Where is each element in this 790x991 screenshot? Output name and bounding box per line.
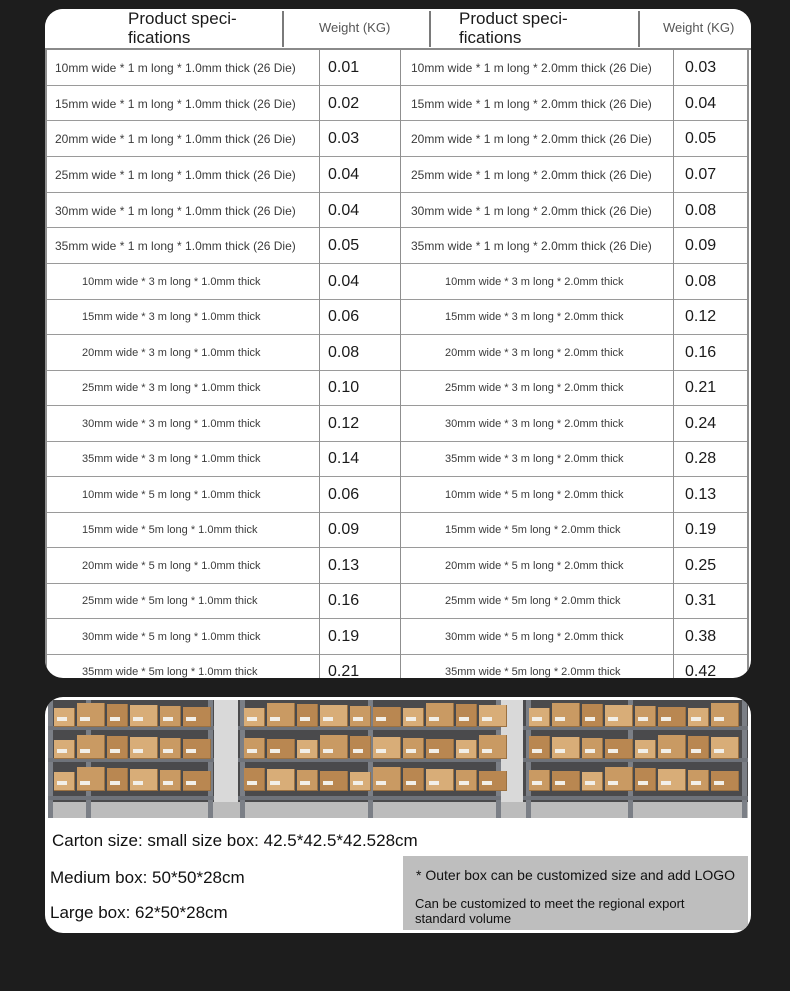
carton-box <box>244 708 265 727</box>
table-row <box>45 513 751 549</box>
box-label <box>482 717 492 721</box>
carton-box <box>529 736 550 759</box>
carton-box <box>658 735 686 759</box>
weight-left: 0.14 <box>328 450 360 468</box>
box-label <box>691 717 701 721</box>
box-label <box>459 781 469 785</box>
box-label <box>110 717 120 721</box>
weight-left: 0.06 <box>328 485 360 503</box>
spec-right: 20mm wide * 1 m long * 2.0mm thick (26 Die) <box>411 132 652 147</box>
carton-box <box>54 708 75 727</box>
box-label <box>406 781 416 785</box>
carton-box <box>403 708 424 727</box>
carton-box <box>711 703 739 727</box>
carton-box <box>635 740 656 759</box>
table-row <box>45 264 751 300</box>
box-label <box>323 717 333 721</box>
carton-box <box>160 738 181 759</box>
carton-box <box>688 708 709 727</box>
box-label <box>133 781 143 785</box>
carton-size-text: Carton size: small size box: 42.5*42.5*42.528cm <box>52 831 418 850</box>
table-row <box>45 335 751 371</box>
weight-right: 0.42 <box>685 663 717 678</box>
box-label <box>532 781 542 785</box>
carton-box <box>183 707 211 727</box>
carton-box <box>635 768 656 791</box>
warehouse-floor <box>48 802 748 818</box>
table-row <box>45 655 751 678</box>
carton-box <box>403 738 424 759</box>
table-row <box>45 477 751 513</box>
header-left-weight: Weight (KG) <box>319 20 391 35</box>
box-label <box>323 749 333 753</box>
carton-box <box>77 767 105 791</box>
box-label <box>110 749 120 753</box>
spec-left: 30mm wide * 1 m long * 1.0mm thick (26 Die) <box>55 203 296 218</box>
carton-box <box>711 771 739 791</box>
box-label <box>429 749 439 753</box>
spec-left: 10mm wide * 5 m long * 1.0mm thick <box>82 488 261 501</box>
box-label <box>661 717 671 721</box>
box-label <box>300 717 310 721</box>
table-row <box>45 229 751 265</box>
table-row <box>45 619 751 655</box>
box-label <box>300 781 310 785</box>
spec-left: 30mm wide * 3 m long * 1.0mm thick <box>82 417 261 430</box>
spec-right: 15mm wide * 5m long * 2.0mm thick <box>445 524 621 537</box>
table-row <box>45 193 751 229</box>
spec-left: 15mm wide * 3 m long * 1.0mm thick <box>82 311 261 324</box>
spec-right: 20mm wide * 5 m long * 2.0mm thick <box>445 559 624 572</box>
carton-box <box>244 768 265 791</box>
table-row <box>45 584 751 620</box>
carton-box <box>107 704 128 727</box>
box-label <box>532 749 542 753</box>
box-label <box>555 749 565 753</box>
box-label <box>270 717 280 721</box>
spec-right: 10mm wide * 3 m long * 2.0mm thick <box>445 275 624 288</box>
table-row <box>45 50 751 86</box>
carton-box <box>320 771 348 791</box>
carton-box <box>479 735 507 759</box>
carton-box <box>160 770 181 791</box>
carton-box <box>529 770 550 791</box>
column-divider <box>673 50 674 678</box>
box-label <box>585 749 595 753</box>
table-row <box>45 86 751 122</box>
carton-box <box>658 769 686 791</box>
spec-right: 25mm wide * 1 m long * 2.0mm thick (26 Die) <box>411 167 652 182</box>
box-label <box>608 749 618 753</box>
box-label <box>406 717 416 721</box>
carton-box <box>373 707 401 727</box>
weight-right: 0.25 <box>685 556 717 574</box>
box-label <box>714 717 724 721</box>
weight-right: 0.24 <box>685 414 717 432</box>
box-label <box>186 717 196 721</box>
weight-right: 0.38 <box>685 627 717 645</box>
box-label <box>429 717 439 721</box>
box-label <box>608 717 618 721</box>
spec-left: 20mm wide * 3 m long * 1.0mm thick <box>82 346 261 359</box>
box-label <box>691 781 701 785</box>
spec-right: 15mm wide * 1 m long * 2.0mm thick (26 Die) <box>411 96 652 111</box>
box-label <box>186 749 196 753</box>
weight-right: 0.21 <box>685 379 717 397</box>
spec-left: 35mm wide * 3 m long * 1.0mm thick <box>82 453 261 466</box>
table-row <box>45 371 751 407</box>
box-label <box>661 749 671 753</box>
carton-box <box>267 739 295 759</box>
spec-right: 10mm wide * 5 m long * 2.0mm thick <box>445 488 624 501</box>
box-label <box>638 717 648 721</box>
carton-box <box>658 707 686 727</box>
carton-box <box>605 705 633 727</box>
carton-box <box>426 703 454 727</box>
carton-box <box>350 772 371 791</box>
carton-box <box>605 739 633 759</box>
carton-box <box>350 736 371 759</box>
spec-right: 30mm wide * 3 m long * 2.0mm thick <box>445 417 624 430</box>
weight-right: 0.07 <box>685 165 717 183</box>
weight-right: 0.05 <box>685 130 717 148</box>
box-label <box>80 749 90 753</box>
header-right-spec: Product speci-fications <box>459 9 568 47</box>
spec-left: 25mm wide * 1 m long * 1.0mm thick (26 Die) <box>55 167 296 182</box>
weight-right: 0.12 <box>685 308 717 326</box>
weight-left: 0.13 <box>328 556 360 574</box>
spec-right: 35mm wide * 5m long * 2.0mm thick <box>445 666 621 678</box>
box-label <box>270 749 280 753</box>
box-label <box>406 749 416 753</box>
spec-left: 20mm wide * 5 m long * 1.0mm thick <box>82 559 261 572</box>
box-label <box>133 717 143 721</box>
carton-box <box>267 769 295 791</box>
box-label <box>57 717 67 721</box>
carton-box <box>479 771 507 791</box>
carton-box <box>403 768 424 791</box>
medium-box-text: Medium box: 50*50*28cm <box>50 868 245 887</box>
carton-box <box>297 740 318 759</box>
box-label <box>532 717 542 721</box>
box-label <box>638 749 648 753</box>
carton-box <box>373 767 401 791</box>
carton-box <box>688 736 709 759</box>
carton-box <box>582 772 603 791</box>
spec-right: 20mm wide * 3 m long * 2.0mm thick <box>445 346 624 359</box>
spec-right: 35mm wide * 3 m long * 2.0mm thick <box>445 453 624 466</box>
box-label <box>80 781 90 785</box>
carton-box <box>54 772 75 791</box>
aisle-gap <box>214 700 238 818</box>
table-row <box>45 548 751 584</box>
carton-box <box>244 738 265 759</box>
spec-right: 15mm wide * 3 m long * 2.0mm thick <box>445 311 624 324</box>
box-label <box>133 749 143 753</box>
box-label <box>247 781 257 785</box>
shelf-beam <box>238 796 501 800</box>
table-row <box>45 442 751 478</box>
weight-left: 0.04 <box>328 272 360 290</box>
customization-note <box>403 856 748 930</box>
spec-right: 30mm wide * 1 m long * 2.0mm thick (26 Die) <box>411 203 652 218</box>
table-row <box>45 300 751 336</box>
carton-box <box>130 769 158 791</box>
carton-box <box>582 738 603 759</box>
carton-box <box>552 771 580 791</box>
box-label <box>57 781 67 785</box>
box-label <box>482 781 492 785</box>
spec-right: 25mm wide * 5m long * 2.0mm thick <box>445 595 621 608</box>
weight-right: 0.13 <box>685 485 717 503</box>
spec-right: 25mm wide * 3 m long * 2.0mm thick <box>445 382 624 395</box>
box-label <box>323 781 333 785</box>
box-label <box>186 781 196 785</box>
weight-right: 0.09 <box>685 237 717 255</box>
spec-left: 25mm wide * 5m long * 1.0mm thick <box>82 595 258 608</box>
carton-box <box>350 706 371 727</box>
note-export: Can be customized to meet the regional export standard volume <box>415 896 685 926</box>
box-label <box>376 749 386 753</box>
spec-left: 20mm wide * 1 m long * 1.0mm thick (26 Die) <box>55 132 296 147</box>
carton-box <box>456 740 477 759</box>
box-label <box>163 749 173 753</box>
carton-box <box>320 735 348 759</box>
weight-left: 0.10 <box>328 379 360 397</box>
spec-left: 10mm wide * 3 m long * 1.0mm thick <box>82 275 261 288</box>
carton-box <box>160 706 181 727</box>
box-label <box>555 781 565 785</box>
weight-left: 0.05 <box>328 237 360 255</box>
spec-table-header <box>45 9 751 48</box>
table-border-left <box>45 50 47 678</box>
box-label <box>429 781 439 785</box>
carton-box <box>688 770 709 791</box>
carton-box <box>456 704 477 727</box>
carton-box <box>605 767 633 791</box>
box-label <box>714 749 724 753</box>
spec-left: 15mm wide * 1 m long * 1.0mm thick (26 Die) <box>55 96 296 111</box>
spec-left: 10mm wide * 1 m long * 1.0mm thick (26 Die) <box>55 60 296 75</box>
carton-box <box>456 770 477 791</box>
weight-left: 0.03 <box>328 130 360 148</box>
carton-box <box>183 771 211 791</box>
column-divider <box>400 50 401 678</box>
box-label <box>80 717 90 721</box>
carton-box <box>54 740 75 759</box>
column-divider <box>319 50 320 678</box>
spec-left: 15mm wide * 5m long * 1.0mm thick <box>82 524 258 537</box>
table-row <box>45 157 751 193</box>
table-row <box>45 121 751 157</box>
carton-box <box>373 737 401 759</box>
box-label <box>459 717 469 721</box>
weight-left: 0.09 <box>328 521 360 539</box>
box-label <box>714 781 724 785</box>
box-label <box>638 781 648 785</box>
table-border-right <box>747 50 749 678</box>
weight-left: 0.04 <box>328 201 360 219</box>
box-label <box>376 717 386 721</box>
weight-left: 0.08 <box>328 343 360 361</box>
spec-left: 25mm wide * 3 m long * 1.0mm thick <box>82 382 261 395</box>
header-separator <box>429 11 431 47</box>
box-label <box>585 781 595 785</box>
carton-box <box>183 739 211 759</box>
weight-right: 0.28 <box>685 450 717 468</box>
weight-right: 0.16 <box>685 343 717 361</box>
weight-right: 0.08 <box>685 272 717 290</box>
weight-left: 0.01 <box>328 58 360 76</box>
carton-box <box>426 739 454 759</box>
carton-box <box>130 705 158 727</box>
weight-left: 0.21 <box>328 663 360 678</box>
shelf-beam <box>523 796 748 800</box>
box-label <box>353 781 363 785</box>
weight-right: 0.03 <box>685 58 717 76</box>
box-label <box>110 781 120 785</box>
weight-left: 0.02 <box>328 94 360 112</box>
carton-box <box>267 703 295 727</box>
carton-box <box>107 768 128 791</box>
carton-box <box>711 737 739 759</box>
carton-box <box>529 708 550 727</box>
box-label <box>163 781 173 785</box>
carton-box <box>130 737 158 759</box>
carton-box <box>552 703 580 727</box>
weight-right: 0.31 <box>685 592 717 610</box>
shelf-beam <box>48 796 214 800</box>
box-label <box>459 749 469 753</box>
warehouse-shelves-image <box>48 700 748 818</box>
carton-box <box>297 770 318 791</box>
carton-box <box>582 704 603 727</box>
box-label <box>482 749 492 753</box>
box-label <box>585 717 595 721</box>
weight-left: 0.12 <box>328 414 360 432</box>
carton-box <box>297 704 318 727</box>
box-label <box>300 749 310 753</box>
spec-right: 35mm wide * 1 m long * 2.0mm thick (26 Die) <box>411 239 652 254</box>
weight-left: 0.16 <box>328 592 360 610</box>
weight-left: 0.06 <box>328 308 360 326</box>
header-separator <box>638 11 640 47</box>
box-label <box>57 749 67 753</box>
carton-box <box>77 735 105 759</box>
carton-box <box>107 736 128 759</box>
carton-info-card <box>45 697 751 933</box>
header-left-spec: Product speci-fications <box>128 9 237 47</box>
box-label <box>163 717 173 721</box>
header-right-weight: Weight (KG) <box>663 20 735 35</box>
carton-box <box>635 706 656 727</box>
weight-left: 0.04 <box>328 165 360 183</box>
box-label <box>270 781 280 785</box>
weight-right: 0.08 <box>685 201 717 219</box>
carton-box <box>320 705 348 727</box>
large-box-text: Large box: 62*50*28cm <box>50 903 228 922</box>
box-label <box>661 781 671 785</box>
spec-right: 30mm wide * 5 m long * 2.0mm thick <box>445 630 624 643</box>
spec-right: 10mm wide * 1 m long * 2.0mm thick (26 Die) <box>411 60 652 75</box>
box-label <box>608 781 618 785</box>
weight-right: 0.19 <box>685 521 717 539</box>
box-label <box>353 749 363 753</box>
note-logo: * Outer box can be customized size and add LOGO <box>416 867 736 883</box>
spec-table-card <box>45 9 751 678</box>
box-label <box>691 749 701 753</box>
spec-left: 30mm wide * 5 m long * 1.0mm thick <box>82 630 261 643</box>
box-label <box>247 717 257 721</box>
header-separator <box>282 11 284 47</box>
carton-box <box>77 703 105 727</box>
box-label <box>353 717 363 721</box>
box-label <box>247 749 257 753</box>
box-label <box>555 717 565 721</box>
weight-left: 0.19 <box>328 627 360 645</box>
weight-right: 0.04 <box>685 94 717 112</box>
carton-box <box>479 705 507 727</box>
spec-left: 35mm wide * 1 m long * 1.0mm thick (26 Die) <box>55 239 296 254</box>
carton-box <box>426 769 454 791</box>
table-row <box>45 406 751 442</box>
box-label <box>376 781 386 785</box>
spec-left: 35mm wide * 5m long * 1.0mm thick <box>82 666 258 678</box>
carton-box <box>552 737 580 759</box>
